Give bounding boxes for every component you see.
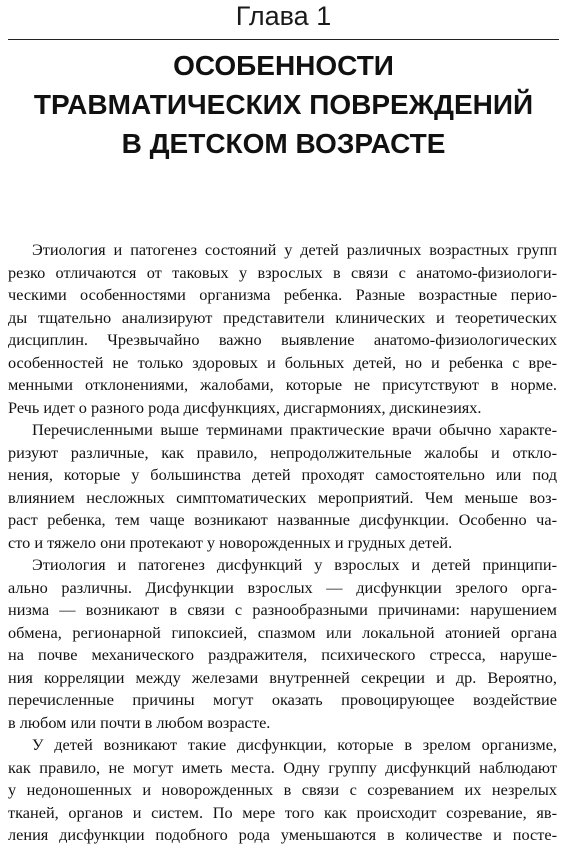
text-line: ально различны. Дисфункции взрослых — дисфункции зрелого орга- [8, 577, 557, 597]
text-line: ческими особенностями организма ребенка. Разные возрастные перио- [8, 285, 557, 304]
text-line: ления дисфункции подобного рода уменьшаются в количестве и посте- [8, 825, 557, 844]
text-line: низма — возникают в связи с разнообразными причинами: нарушением [8, 600, 557, 619]
text-line: ды тщательно анализируют представители клинических и теоретических [8, 307, 557, 327]
text-line: Речь идет о разного рода дисфункциях, дисгармониях, дискинезиях. [8, 397, 482, 417]
text-line: ризуют различные, как правило, непродолжительные жалобы и откло- [8, 442, 557, 462]
text-line: нения, которые у большинства детей проходят самостоятельно или под [8, 465, 557, 484]
text-line: влиянием несложных симптоматических мероприятий. Чем меньше воз- [8, 487, 557, 507]
text-line: У детей возникают такие дисфункции, которые в зрелом организме, [32, 735, 557, 754]
text-line: резко отличаются от таковых у взрослых в связи с анатомо-физиологи- [8, 262, 557, 282]
text-line: менными отклонениями, жалобами, которые не присутствуют в норме. [8, 375, 557, 394]
text-line: как правило, не могут иметь места. Одну группу дисфункций наблюдают [8, 757, 557, 777]
text-line: Перечисленными выше терминами практические врачи обычно характе- [32, 420, 557, 439]
chapter-title [0, 46, 567, 163]
text-line: перечисленные причины могут оказать провоцирующее воздействие [8, 690, 557, 709]
body-text [8, 239, 557, 847]
text-line: обмена, регионарной гипоксией, спазмом или локальной атонией органа [8, 622, 557, 642]
text-line: ния корреляции между железами внутренней секреции и др. Вероятно, [8, 667, 557, 687]
text-line: Этиология и патогенез дисфункций у взрослых и детей принципи- [32, 555, 557, 574]
chapter-title-line: ОСОБЕННОСТИ [173, 50, 394, 81]
chapter-divider [8, 39, 559, 40]
text-line: раст ребенка, тем чаще возникают названные дисфункции. Особенно ча- [8, 510, 557, 529]
text-line: сто и тяжело они протекают у новорожденных и грудных детей. [8, 532, 453, 552]
text-line: на почве механического раздражителя, психического стресса, наруше- [8, 645, 557, 664]
text-line: тканей, органов и систем. По мере того как происходит созревание, яв- [8, 802, 557, 822]
text-line: особенностей не только здоровых и больных детей, но и ребенка с вре- [8, 352, 557, 372]
chapter-label: Глава 1 [235, 1, 332, 31]
text-line: дисциплин. Чрезвычайно важно выявление анатомо-физиологических [8, 330, 557, 349]
text-line: в любом или почти в любом возрасте. [8, 712, 271, 732]
text-line: у недоношенных и новорожденных в связи с созреванием их незрелых [8, 780, 557, 799]
text-line: Этиология и патогенез состояний у детей различных возрастных групп [32, 240, 557, 259]
chapter-title-line: ТРАВМАТИЧЕСКИХ ПОВРЕЖДЕНИЙ [33, 89, 534, 120]
chapter-title-line: В ДЕТСКОМ ВОЗРАСТЕ [121, 128, 446, 159]
